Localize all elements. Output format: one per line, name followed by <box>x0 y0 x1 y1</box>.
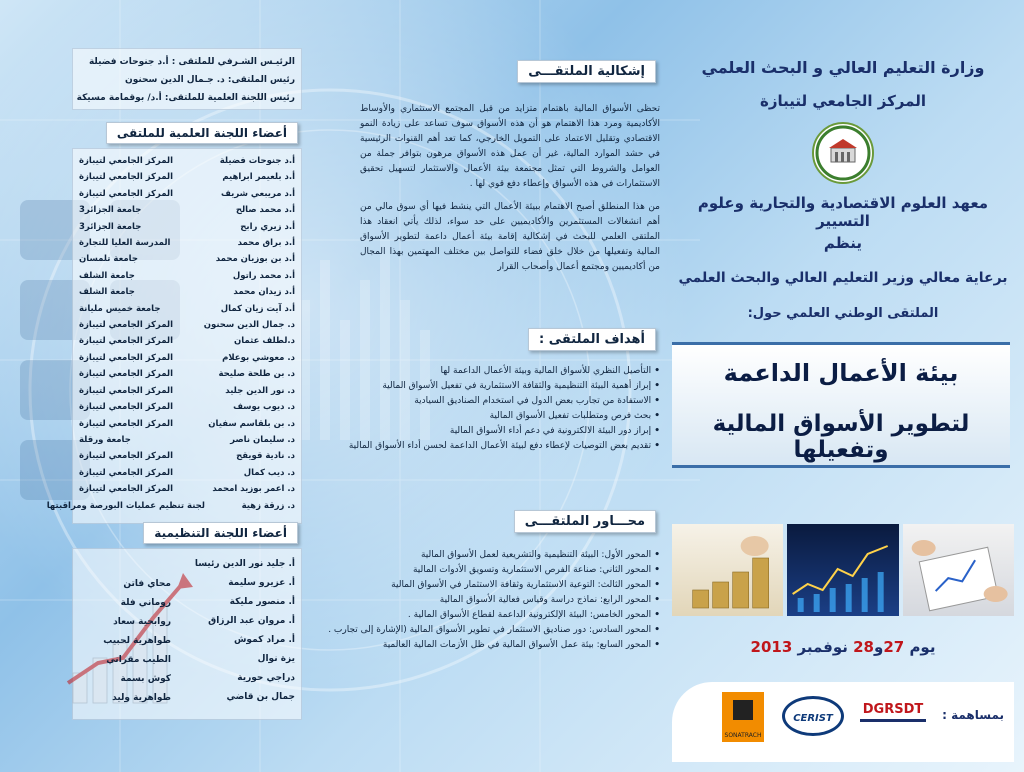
honorary-president: الرئيـس الشـرفي للملتقى : أ.د جنوحات فضيلة <box>88 57 295 67</box>
goal-item: • تقديم بعض التوصيات لإعطاء دفع لبيئة الأعمال الداعمة لحسن أداء الأسواق المالية <box>360 439 660 454</box>
member-name: د. معوشي بوعلام <box>222 352 295 363</box>
member-institution: المركز الجامعي لتيبازة <box>79 484 174 495</box>
committee-member-row <box>79 481 295 497</box>
committee-member-row <box>79 399 295 415</box>
stock-screen-photo <box>787 524 898 616</box>
member-name: د. ديوب يوسف <box>233 402 295 413</box>
committee-member-row <box>79 219 295 235</box>
member-institution: المركز الجامعي لتيبازة <box>79 172 174 183</box>
organizer-name: محاي فاتن <box>123 579 171 589</box>
committee-member-row <box>79 350 295 366</box>
committee-member-row <box>79 383 295 399</box>
member-name: أ.د محمد صالح <box>235 205 295 216</box>
date-day1: 27 <box>883 638 905 656</box>
sponsors-bar <box>672 682 1014 762</box>
organizing-committee-box <box>72 548 302 720</box>
meeting-photo <box>903 524 1014 616</box>
member-name: د. بن طلحة صليحة <box>218 369 295 380</box>
member-name: أ.د بن بوزيان محمد <box>215 254 295 265</box>
center-name: المركز الجامعي لتيبازة <box>760 92 926 110</box>
scientific-committee-title: أعضاء اللجنة العلمية للملتقى <box>106 122 298 144</box>
committee-member-row <box>79 465 295 481</box>
patronage-text: برعاية معالي وزير التعليم العالي والبحث العلمي <box>678 270 1008 286</box>
committee-member-row <box>79 317 295 333</box>
scientific-committee-box <box>46 148 302 524</box>
goals-title: أهداف الملتقى : <box>528 328 656 351</box>
member-institution: المركز الجامعي لتيبازة <box>79 418 174 429</box>
member-institution: جامعة تلمسان <box>79 254 138 265</box>
goals-list <box>348 364 660 454</box>
member-institution: جامعة ورقلة <box>79 434 131 445</box>
organizer-name: طواهرية لحبيب <box>103 636 171 646</box>
member-name: د. ديب كمال <box>243 467 295 478</box>
member-institution: جامعة الجزائر3 <box>79 221 142 232</box>
main-title-band <box>672 342 1010 468</box>
organizing-committee-title: أعضاء اللجنة التنظيمية <box>143 522 298 544</box>
organizing-right-column <box>185 555 295 707</box>
goal-item: • إبراز أهمية البيئة التنظيمية والثقافة الاستثمارية في تفعيل الأسواق المالية <box>360 379 660 394</box>
problem-paragraph-2: من هذا المنطلق أصبح الاهتمام ببيئة الأعمال التي ينشط فيها أي سوق مالي من أهم انشغالات المستثمرين والأكاديميين على حد سواء، لذلك يأتي انعقاد هذا الملتقى العلمي للبحث في إشكالية إقامة بيئة أعمال داعمة لتطوير الأسواق المالية وتفعيلها من خلال خلق فضاء للتواصل بين مختلف المهتمين بهذا المجال من أكاديميين ومجتمع أعمال وأصحاب القرار <box>360 202 660 272</box>
logo-emblem-icon <box>814 124 872 182</box>
goal-item: • الاستفادة من تجارب بعض الدول في استخدام الصناديق السيادية <box>360 394 660 409</box>
member-name: أ.د بلعيمر ابراهيم <box>222 172 295 183</box>
member-institution: لجنة تنظيم عمليات البورصة ومراقبتها <box>46 500 205 511</box>
member-name: أ.د براق محمد <box>237 238 295 249</box>
committee-member-row <box>79 432 295 448</box>
ministry-name: وزارة التعليم العالي و البحث العلمي <box>701 58 985 77</box>
organizer-name: أ. مراد كموش <box>234 635 295 645</box>
organizer-name: دراجي حورية <box>237 673 295 683</box>
date-day2: 28 <box>853 638 874 656</box>
committee-member-row <box>79 251 295 267</box>
member-institution: المركز الجامعي لتيبازة <box>79 320 174 331</box>
goal-item: • إبراز دور البيئة الالكترونية في دعم أداء الأسواق المالية <box>360 424 660 439</box>
member-name: د. بن بلقاسم سفيان <box>208 418 295 429</box>
organizer-name: أ. مروان عبد الرزاق <box>208 616 295 626</box>
committee-member-row <box>79 268 295 284</box>
goal-item: • بحث فرص ومتطلبات تفعيل الأسواق المالية <box>360 409 660 424</box>
coins-icon <box>672 524 783 616</box>
scientific-committee-list <box>46 153 295 514</box>
member-institution: جامعة الجزائر3 <box>79 205 142 216</box>
problem-paragraph-1: تحظى الأسواق المالية باهتمام متزايد من قبل المجتمع الاستثماري والأوساط الأكاديمية ومرد هذا الاهتمام هو أن هذه الأسواق سوف تساعد على زيادة النمو الاقتصادي وتقليل الاعتماد على التمويل الخارجي، كما تعد أهم القنوات الرئيسية في حشد الموارد المالية، غير أن عمل هذه الأسواق مرهون بتوافر جملة من العوامل والشروط التي تمثل مجتمعة بيئة الأعمال والاستثمار لتسهيل تحقيق الاستثمارات في هذه الأسواق وإعطاء دفع قوي لها . <box>360 104 660 189</box>
sponsor-sonatrach-text: SONATRACH <box>724 732 762 739</box>
organizer-name: يزة نوال <box>257 654 295 664</box>
member-name: أ.د زيدان محمد <box>233 287 295 298</box>
middle-panel <box>328 10 668 762</box>
sponsor-cerist-text: CERIST <box>793 713 833 724</box>
member-name: د. اعمر بوزيد امحمد <box>212 484 295 495</box>
event-date <box>672 638 1014 656</box>
main-title-line1: بيئة الأعمال الداعمة <box>723 359 959 387</box>
axes-list <box>328 548 660 653</box>
organizer-name: روماني فلة <box>120 598 171 608</box>
committee-member-row <box>79 333 295 349</box>
committee-member-row <box>79 186 295 202</box>
photo-strip <box>672 524 1014 616</box>
member-institution: المركز الجامعي لتيبازة <box>79 369 174 380</box>
member-institution: المدرسة العليا للتجارة <box>79 238 171 249</box>
sponsor-logo-cerist <box>782 696 844 736</box>
organizer-name: الطيب مقراني <box>106 655 171 665</box>
stock-chart-icon <box>787 524 898 616</box>
axis-item: • المحور السادس: دور صناديق الاستثمار في تطوير الأسواق المالية (الإشارة إلى تجارب . <box>360 623 660 638</box>
member-name: أ.د محمد راتول <box>232 270 295 281</box>
organizer-name: كوش بسمة <box>120 674 171 684</box>
organizer-name: جمال بن قاضي <box>226 692 295 702</box>
member-institution: المركز الجامعي لتيبازة <box>79 402 174 413</box>
organizer-name: روابحية سعاد <box>113 617 171 627</box>
sponsor-logo-dgrsdt <box>860 698 926 732</box>
committee-member-row <box>79 448 295 464</box>
member-institution: المركز الجامعي لتيبازة <box>79 352 174 363</box>
member-institution: المركز الجامعي لتيبازة <box>79 451 174 462</box>
member-name: د. نور الدين جليد <box>225 385 295 396</box>
documents-icon <box>903 524 1014 616</box>
date-conj: و <box>874 638 884 656</box>
axis-item: • المحور الثاني: صناعة الفرص الاستثمارية وتسويق الأدوات المالية <box>360 563 660 578</box>
organizer-name: طواهرية وليد <box>112 693 171 703</box>
organizer-name: أ. عزيرو سليمة <box>228 578 295 588</box>
committee-member-row <box>79 366 295 382</box>
committee-member-row <box>79 235 295 251</box>
committee-member-row <box>79 416 295 432</box>
goal-item: • التأصيل النظري للأسواق المالية وبيئة الأعمال الداعمة لها <box>360 364 660 379</box>
member-name: أ.د زيري رابح <box>240 221 295 232</box>
axis-item: • المحور الأول: البيئة التنظيمية والتشريعية لعمل الأسواق المالية <box>360 548 660 563</box>
axes-title: محـــاور الملتقـــى <box>514 510 656 533</box>
committee-member-row <box>79 202 295 218</box>
member-name: د. جمال الدين سحنون <box>203 320 295 331</box>
left-panel <box>46 48 302 720</box>
committee-member-row <box>79 284 295 300</box>
member-institution: المركز الجامعي لتيبازة <box>79 156 174 166</box>
date-year: 2013 <box>750 638 793 656</box>
member-institution: المركز الجامعي لتيبازة <box>79 385 174 396</box>
member-institution: المركز الجامعي لتيبازة <box>79 188 174 199</box>
forum-intro: الملتقى الوطني العلمي حول: <box>747 306 939 321</box>
sponsor-dgrsdt-text: DGRSDT <box>862 702 924 717</box>
forum-president: رئيس الملتقى: د. جـمال الدين سحنون <box>125 75 295 85</box>
organizes-text: ينظم <box>823 234 863 252</box>
member-name: د.لطلف عثمان <box>233 336 295 347</box>
axis-item: • المحور السابع: بيئة عمل الأسواق المالية في ظل الأزمات المالية العالمية <box>360 638 660 653</box>
date-month: نوفمبر <box>797 638 848 656</box>
member-name: د. سليمان ناصر <box>230 434 295 445</box>
axis-item: • المحور الخامس: البيئة الإلكترونية الداعمة لقطاع الأسواق المالية . <box>360 608 660 623</box>
organizing-left-column <box>77 575 171 708</box>
leadership-box <box>72 48 302 110</box>
problem-title: إشكالية الملتقـــى <box>517 60 656 83</box>
member-institution: المركز الجامعي لتيبازة <box>79 336 174 347</box>
coins-photo <box>672 524 783 616</box>
committee-member-row <box>79 301 295 317</box>
institute-name: معهد العلوم الاقتصادية والتجارية وعلوم التسيير <box>697 194 989 230</box>
member-institution: جامعة الشلف <box>79 270 135 281</box>
university-logo <box>812 122 874 184</box>
main-title-line2: لتطوير الأسواق المالية وتفعيلها <box>712 411 970 463</box>
member-name: أ.د آيت زيان كمال <box>220 303 295 314</box>
member-institution: المركز الجامعي لتيبازة <box>79 467 174 478</box>
axis-item: • المحور الرابع: نماذج دراسة وقياس فعالية الأسواق المالية <box>360 593 660 608</box>
axis-item: • المحور الثالث: التوعية الاستثمارية وثقافة الاستثمار في الأسواق المالية <box>360 578 660 593</box>
committee-member-row <box>79 169 295 185</box>
member-institution: جامعة خميس مليانة <box>79 303 161 314</box>
member-institution: جامعة الشلف <box>79 287 135 298</box>
member-name: أ.د جنوحات فضيلة <box>219 156 295 166</box>
member-name: د. زرقة زهية <box>241 500 295 511</box>
date-prefix: يوم <box>909 638 936 656</box>
committee-member-row <box>46 498 295 514</box>
sponsors-label: بمساهمة : <box>942 708 1004 722</box>
member-name: أ.د مريبعي شريف <box>221 188 295 199</box>
sci-committee-president: رئيس اللجنة العلمية للملتقى: أ.د/ بوقمامة مسيكة <box>76 93 295 103</box>
member-name: د. نادية قويقح <box>236 451 295 462</box>
organizer-name: أ. منصور مليكة <box>229 597 295 607</box>
committee-member-row <box>79 153 295 169</box>
organizer-name: أ. جليد نور الدين رئيسا <box>194 559 295 569</box>
cover-panel <box>672 10 1014 762</box>
sponsor-logo-sonatrach <box>722 692 764 742</box>
